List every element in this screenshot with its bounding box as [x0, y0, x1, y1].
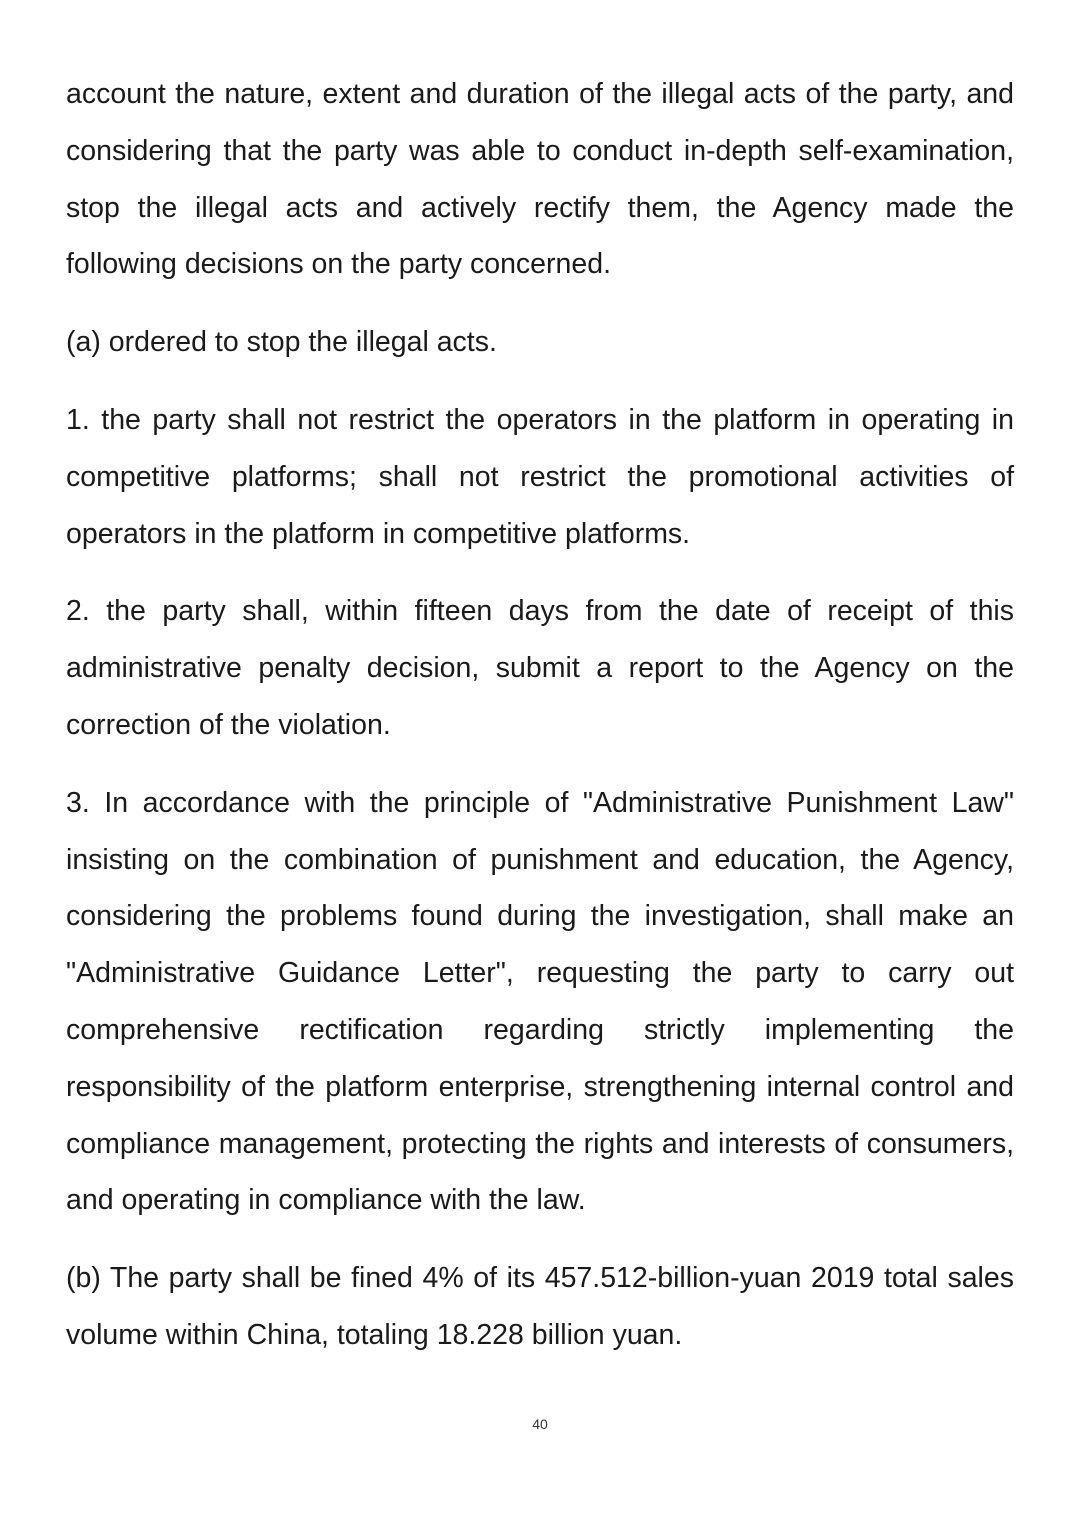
- paragraph-item-3: 3. In accordance with the principle of "Administrative Punishment Law" insisting on the combination of punishment and education, the Agency, considering the problems found during the investigation, shall make an "Administrative Guidance Letter", requesting the party to carry out comprehensive rectification regarding strictly implementing the responsibility of the platform enterprise, strengthening internal control and compliance management, protecting the rights and interests of consumers, and operating in compliance with the law.: [66, 786, 1014, 1217]
- page-number: 40: [532, 1416, 548, 1432]
- paragraph-item-b: (b) The party shall be fined 4% of its 457.512-billion-yuan 2019 total sales volume within China, totaling 18.228 billion yuan.: [66, 1262, 1014, 1351]
- paragraph-item-1: 1. the party shall not restrict the operators in the platform in operating in competitive platforms; shall not restrict the promotional activities of operators in the platform in competitive platforms.: [66, 403, 1014, 550]
- paragraph-item-a: (a) ordered to stop the illegal acts.: [66, 326, 497, 359]
- paragraph-item-2: 2. the party shall, within fifteen days from the date of receipt of this administrative penalty decision, submit a report to the Agency on the correction of the violation.: [66, 595, 1014, 741]
- document-body: [66, 66, 1014, 1364]
- paragraph-intro: account the nature, extent and duration of the illegal acts of the party, and considering that the party was able to conduct in-depth self-examination, stop the illegal acts and actively rectify them, the Agency made the following decisions on the party concerned.: [66, 78, 1014, 281]
